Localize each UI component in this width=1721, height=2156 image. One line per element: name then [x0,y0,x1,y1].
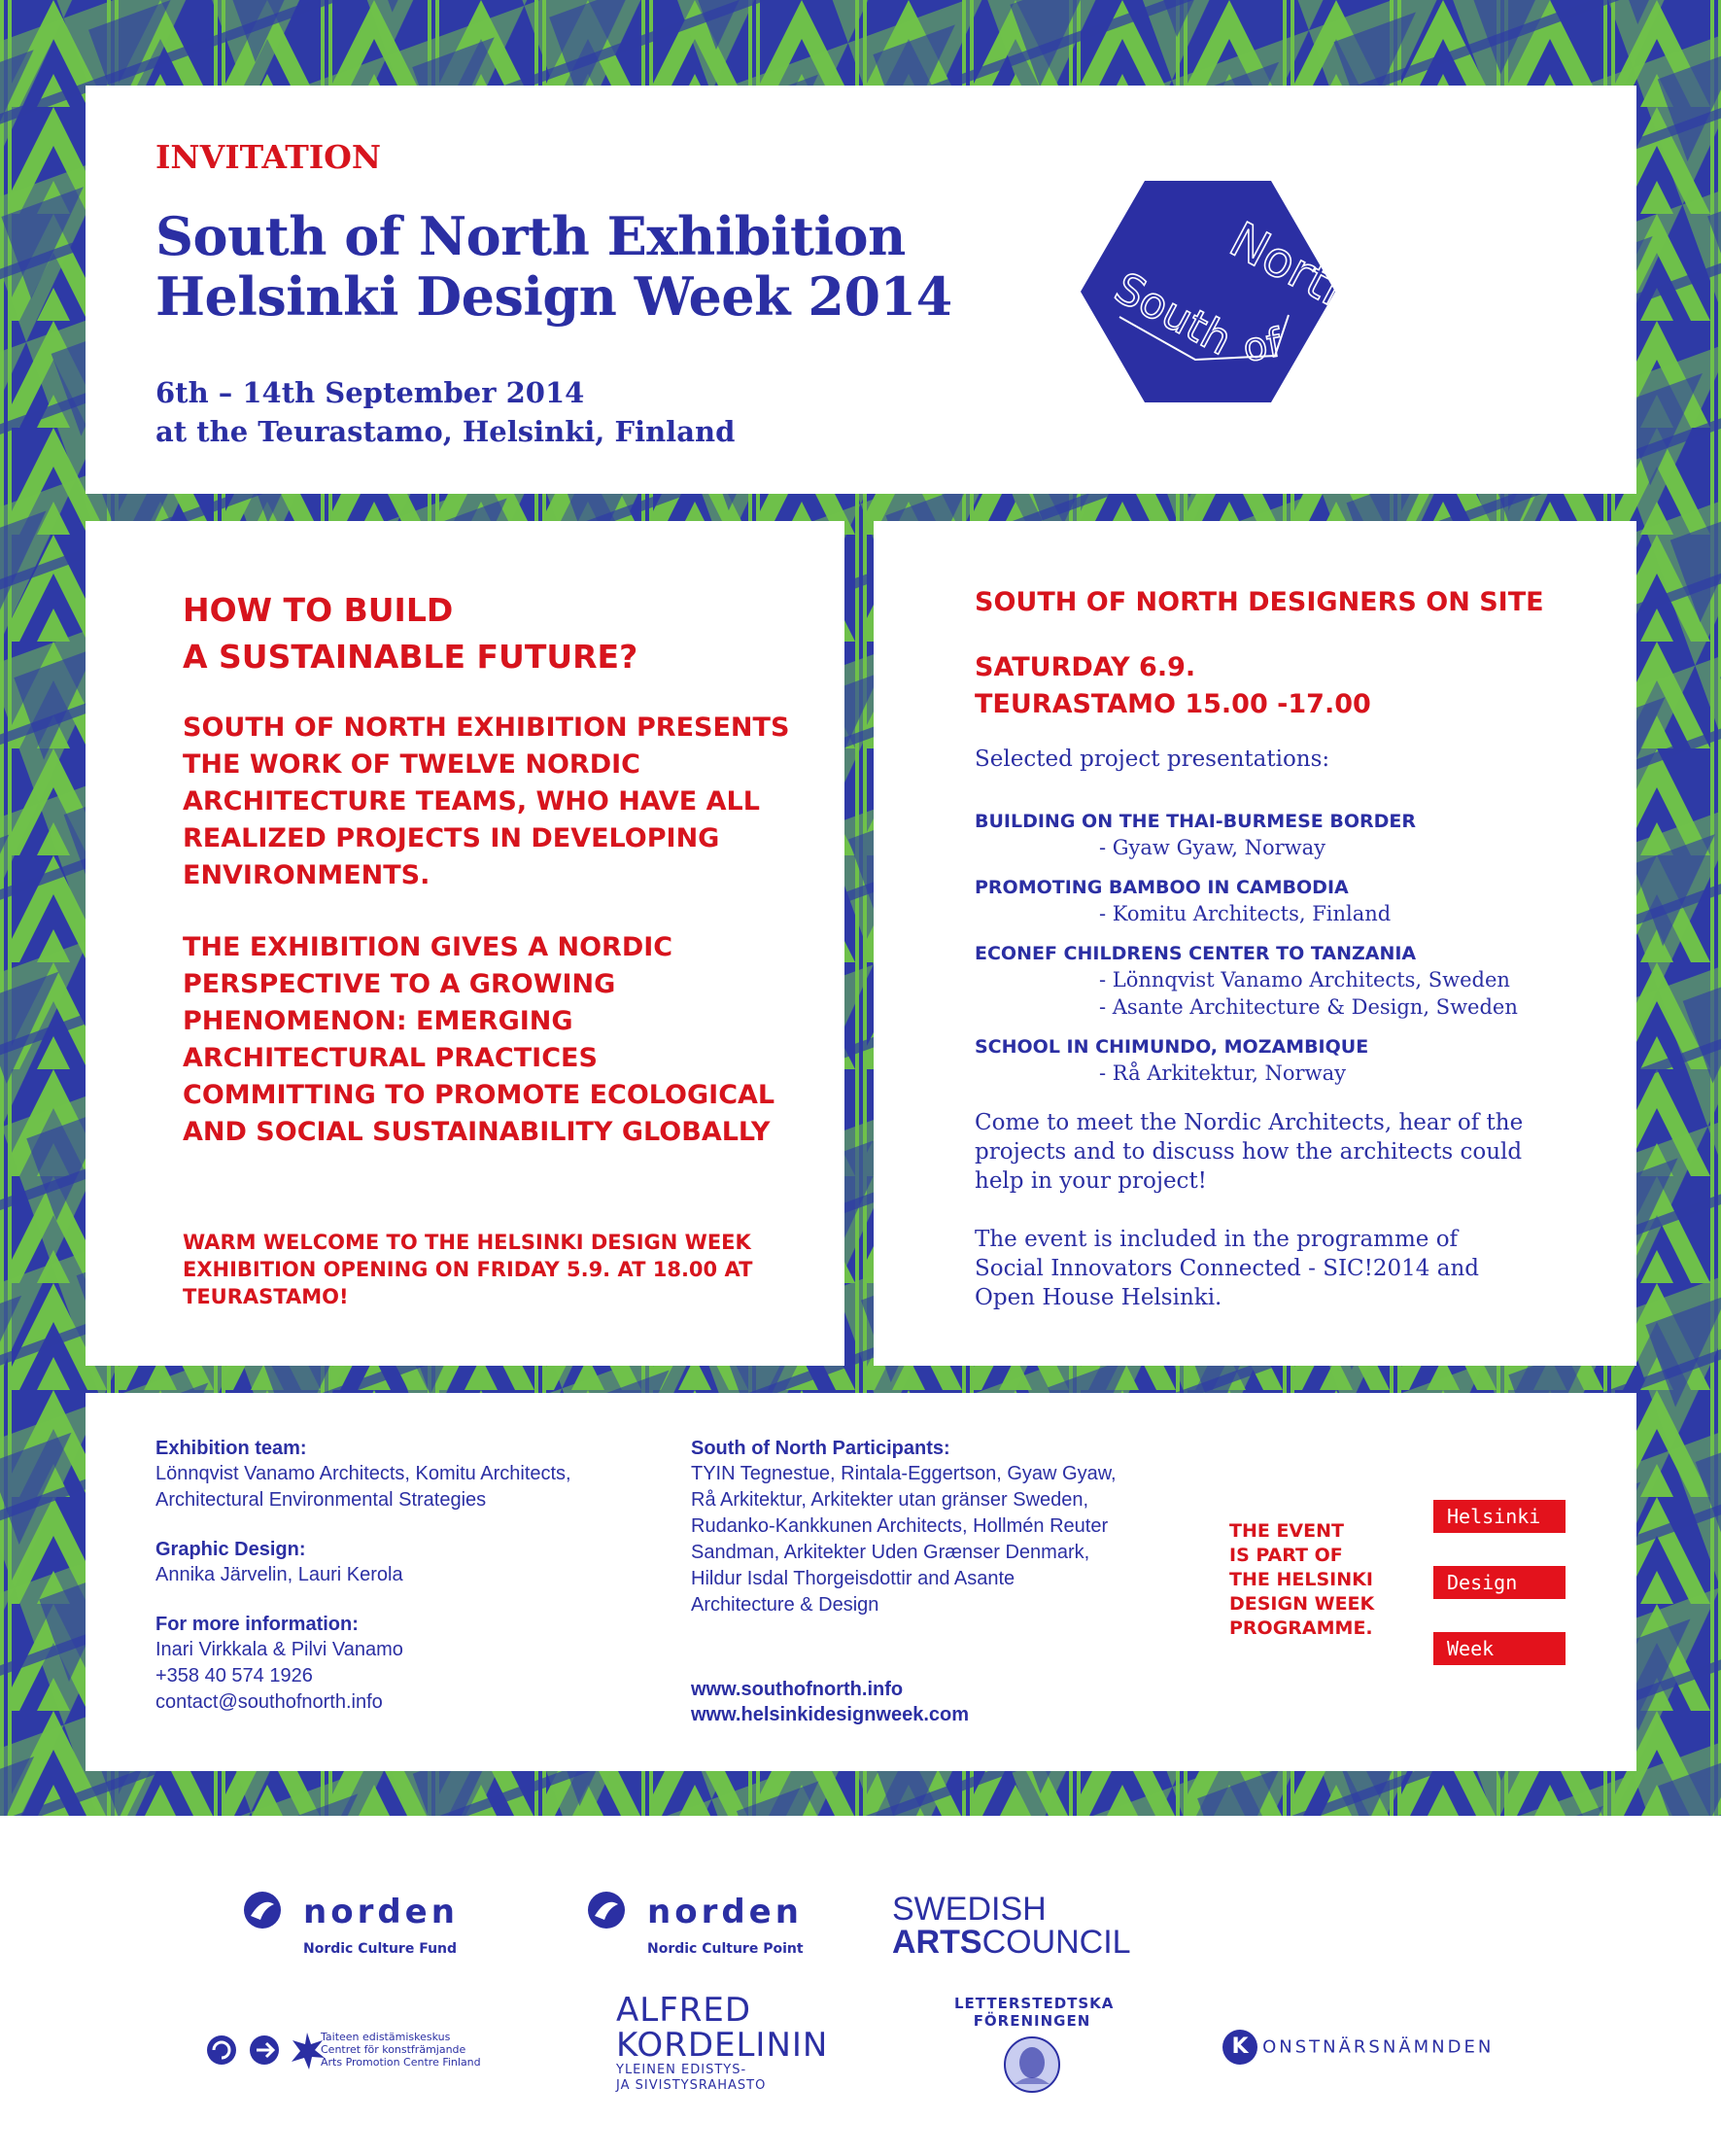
para-line: ARCHITECTURAL PRACTICES [183,1043,598,1073]
norden-swan-icon [587,1891,626,1930]
project-title: SCHOOL IN CHIMUNDO, MOZAMBIQUE [975,1036,1369,1058]
session-day: SATURDAY 6.9. [975,652,1196,682]
designers-on-site-panel [874,521,1636,1366]
participants-label: South of North Participants: [691,1438,950,1459]
list-item [975,1034,1616,1087]
list-item [975,941,1616,1021]
taike-line: Arts Promotion Centre Finland [321,2056,481,2069]
para-line: help in your project! [975,1168,1207,1194]
contact-names: Inari Virkkala & Pilvi Vanamo [155,1639,403,1660]
arts-council-wordmark [892,1925,1131,1960]
list-item [975,875,1616,927]
norden-wordmark: norden [303,1893,459,1931]
swedish-wordmark: SWEDISH [892,1891,1047,1928]
heading-line-1: HOW TO BUILD [183,591,454,629]
norden-wordmark: norden [647,1893,803,1931]
para-line: The event is included in the programme of [975,1227,1459,1252]
welcome-line: EXHIBITION OPENING ON FRIDAY 5.9. AT 18.00 AT [183,1258,753,1281]
opening-welcome-note [183,1229,785,1310]
note-line: THE HELSINKI [1229,1569,1373,1590]
info-line: Annika Järvelin, Lauri Kerola [155,1564,403,1585]
invitation-label: INVITATION [155,138,382,176]
helsinkidesignweek-url-link[interactable]: www.helsinkidesignweek.com [691,1704,970,1725]
logo-word-north: North [1221,211,1368,326]
presentations-intro: Selected project presentations: [975,747,1330,772]
project-title: PROMOTING BAMBOO IN CAMBODIA [975,877,1349,898]
taike-symbols-icon [204,2027,330,2071]
norden-subtitle: Nordic Culture Point [647,1941,804,1957]
dates-line-1: 6th – 14th September 2014 [155,376,585,409]
norden-swan-icon [243,1891,282,1930]
info-line: Rudanko-Kankkunen Architects, Hollmén Reuter [691,1515,1109,1537]
hdw-logo-design: Design [1433,1566,1566,1599]
para-line: ARCHITECTURE TEAMS, WHO HAVE ALL [183,786,760,817]
exhibition-team-block [155,1436,641,1513]
para-line: PERSPECTIVE TO A GROWING [183,969,616,999]
para-line: Social Innovators Connected - SIC!2014 and [975,1256,1479,1281]
arts-word: ARTS [892,1924,982,1961]
info-line: Hildur Isdal Thorgeisdottir and Asante [691,1568,1015,1589]
para-line: AND SOCIAL SUSTAINABILITY GLOBALLY [183,1117,771,1147]
letterstedtska-logo [954,1995,1115,2094]
note-line: THE EVENT [1229,1520,1344,1542]
arts-promotion-centre-logo [204,2027,496,2075]
para-line: SOUTH OF NORTH EXHIBITION PRESENTS [183,713,790,743]
info-line: Rå Arkitektur, Arkitekter utan gränser Sweden, [691,1489,1089,1511]
project-team: - Rå Arkitektur, Norway [1099,1061,1346,1085]
welcome-line: TEURASTAMO! [183,1285,349,1308]
project-title: ECONEF CHILDRENS CENTER TO TANZANIA [975,943,1417,964]
para-line: projects and to discuss how the architects could [975,1139,1523,1165]
para-line: Open House Helsinki. [975,1285,1222,1310]
note-line: IS PART OF [1229,1545,1343,1566]
title-line-1: South of North Exhibition [155,205,906,267]
session-time: TEURASTAMO 15.00 -17.00 [975,689,1371,719]
konst-circle-letter: K [1222,2030,1257,2065]
para-line: REALIZED PROJECTS IN DEVELOPING [183,823,720,853]
session-date [975,649,1371,723]
kordelin-line: KORDELININ [616,2026,829,2065]
project-title: BUILDING ON THE THAI-BURMESE BORDER [975,811,1417,832]
southofnorth-url-link[interactable]: www.southofnorth.info [691,1679,904,1700]
event-dates [155,373,735,451]
para-line: COMMITTING TO PROMOTE ECOLOGICAL [183,1080,775,1110]
council-word: COUNCIL [981,1924,1131,1961]
taike-text [321,2031,481,2069]
kordelin-line: ALFRED [616,1991,752,2030]
exhibition-team-label: Exhibition team: [155,1438,307,1459]
project-team: - Asante Architecture & Design, Sweden [1099,995,1518,1019]
designers-on-site-heading: SOUTH OF NORTH DESIGNERS ON SITE [975,587,1544,617]
taike-line: Centret för konstfrämjande [321,2043,466,2056]
sustainable-future-heading [183,587,766,680]
project-team: - Lönnqvist Vanamo Architects, Sweden [1099,968,1510,991]
taike-line: Taiteen edistämiskeskus [321,2031,451,2043]
credits-column-1 [155,1436,641,1739]
para-line: THE WORK OF TWELVE NORDIC [183,749,640,780]
heading-line-2: A SUSTAINABLE FUTURE? [183,638,638,676]
kordelin-line: YLEINEN EDISTYS- [616,2063,747,2077]
south-of-north-logo [1081,181,1368,402]
info-line: TYIN Tegnestue, Rintala-Eggertson, Gyaw Gyaw, [691,1463,1117,1484]
para-line: Come to meet the Nordic Architects, hear of the [975,1110,1524,1135]
welcome-line: WARM WELCOME TO THE HELSINKI DESIGN WEEK [183,1231,751,1254]
title-line-2: Helsinki Design Week 2014 [155,265,952,328]
kordelin-foundation-logo [616,1993,828,2094]
credits-panel [86,1393,1636,1771]
kordelin-line: JA SIVISTYSRAHASTO [616,2078,767,2093]
note-line: PROGRAMME. [1229,1617,1373,1639]
graphic-design-label: Graphic Design: [155,1539,306,1560]
info-line: Lönnqvist Vanamo Architects, Komitu Architects, [155,1463,571,1484]
page-title [155,206,952,327]
swedish-arts-council-logo [892,1891,1131,1961]
list-item [975,809,1616,861]
participants-block [691,1436,1148,1618]
para-line: ENVIRONMENTS. [183,860,430,890]
hdw-logo-week: Week [1433,1632,1566,1665]
meet-architects-paragraph [975,1108,1558,1196]
project-team: - Gyaw Gyaw, Norway [1099,836,1325,859]
credits-column-2 [691,1436,1148,1727]
hdw-programme-note [1229,1519,1374,1641]
nordic-perspective-paragraph [183,929,805,1151]
portrait-medallion-icon [1003,2035,1061,2094]
note-line: DESIGN WEEK [1229,1593,1375,1615]
info-line: Architectural Environmental Strategies [155,1489,487,1511]
para-line: PHENOMENON: EMERGING [183,1006,573,1036]
programme-note-paragraph [975,1225,1558,1312]
norden-subtitle: Nordic Culture Fund [303,1941,458,1957]
graphic-design-block [155,1537,641,1588]
contact-email-link[interactable]: contact@southofnorth.info [155,1691,383,1713]
contact-phone: +358 40 574 1926 [155,1665,313,1687]
info-line: Architecture & Design [691,1594,879,1616]
exhibition-intro-paragraph [183,710,805,894]
hdw-logo-helsinki: Helsinki [1433,1500,1566,1533]
para-line: THE EXHIBITION GIVES A NORDIC [183,932,673,962]
project-list [975,809,1616,1100]
logo-word-south: South [1106,262,1240,365]
info-line: Sandman, Arkitekter Uden Grænser Denmark, [691,1542,1090,1563]
konstnarsnamnden-logo [1222,2030,1494,2069]
letterstedt-line: FÖRENINGEN [973,2012,1091,2030]
dates-line-2: at the Teurastamo, Helsinki, Finland [155,415,736,448]
logo-word-of: of [1239,320,1285,371]
konst-wordmark: ONSTNÄRSNÄMNDEN [1262,2036,1495,2058]
contact-block [155,1612,641,1716]
header-panel [86,86,1636,494]
more-information-label: For more information: [155,1614,359,1635]
letterstedt-line: LETTERSTEDTSKA [954,1995,1115,2012]
exhibition-description-panel [86,521,844,1366]
project-team: - Komitu Architects, Finland [1099,902,1392,925]
